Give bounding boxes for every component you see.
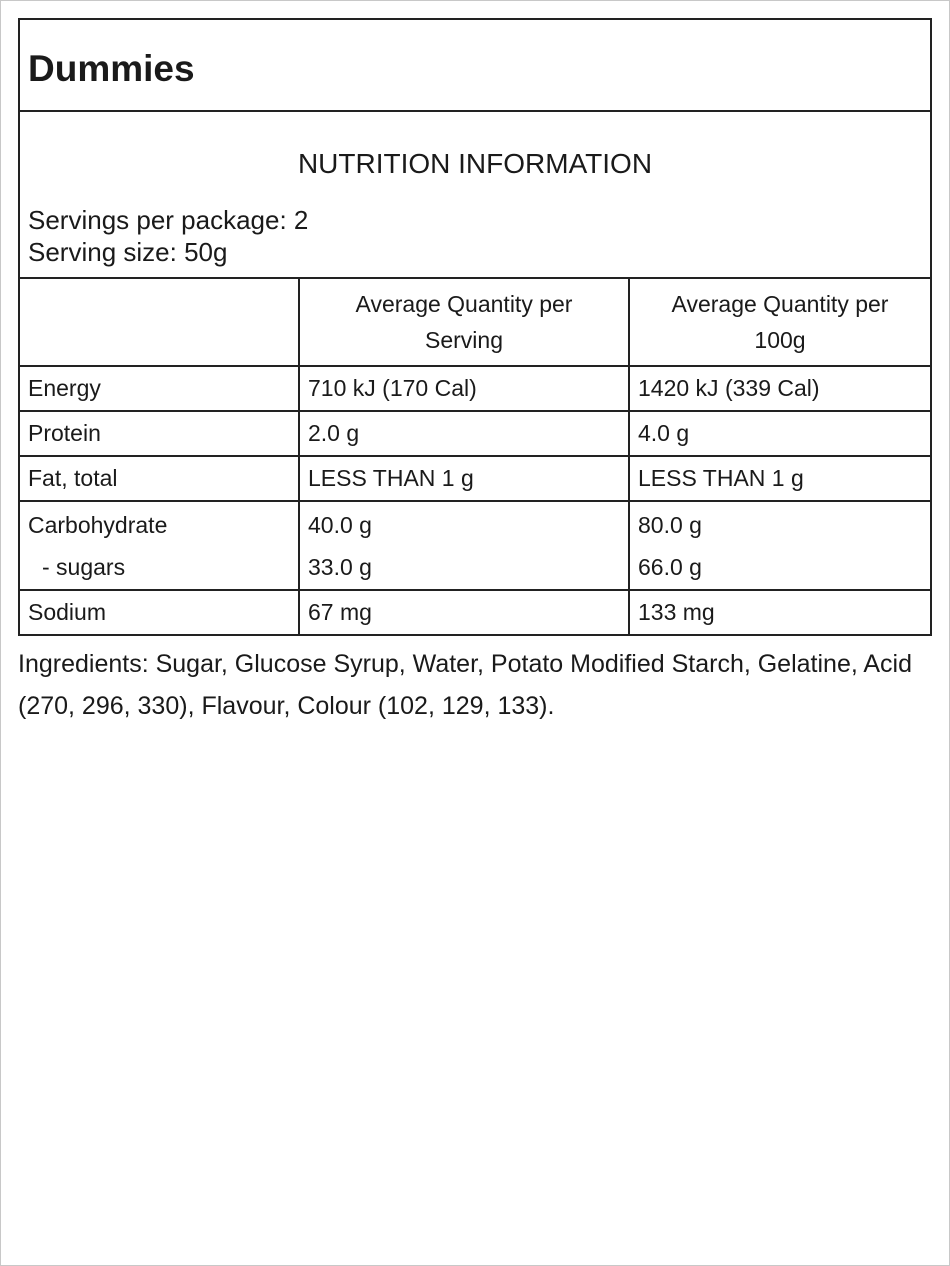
row-sugars-per-serving: 33.0 g: [308, 553, 372, 580]
row-protein-name: Protein: [20, 411, 299, 456]
row-sugars-name: - sugars: [42, 553, 126, 580]
servings-per-package: Servings per package: 2: [28, 205, 309, 235]
servings-info: [28, 204, 308, 268]
row-carbohydrate-name: Carbohydrate: [28, 511, 168, 538]
header-blank: [20, 279, 299, 366]
row-sodium-per-100g: 133 mg: [629, 590, 930, 635]
row-energy-per-100g: 1420 kJ (339 Cal): [629, 366, 930, 411]
nutrition-heading: NUTRITION INFORMATION: [297, 148, 653, 179]
ingredients-text: Ingredients: Sugar, Glucose Syrup, Water, Potato Modified Starch, Gelatine, Acid (270, 296, 330), Flavour, Colour (102, 129, 133).: [18, 650, 912, 720]
row-carbohydrate-per-serving: 40.0 g: [308, 511, 372, 538]
row-protein-per-100g: 4.0 g: [629, 411, 930, 456]
product-title: Dummies: [20, 20, 930, 112]
table-row: [20, 590, 930, 635]
table-header-row: [20, 279, 930, 366]
header-per-100g: Average Quantity per 100g: [629, 279, 930, 366]
table-row: [20, 411, 930, 456]
row-sodium-name: Sodium: [20, 590, 299, 635]
row-protein-per-serving: 2.0 g: [299, 411, 629, 456]
row-energy-name: Energy: [20, 366, 299, 411]
row-fat-name: Fat, total: [20, 456, 299, 501]
table-row: [20, 366, 930, 411]
row-sodium-per-serving: 67 mg: [299, 590, 629, 635]
row-carbohydrate-per-100g: 80.0 g: [638, 511, 702, 538]
nutrition-label: [18, 18, 932, 636]
table-row: [20, 501, 930, 590]
row-energy-per-serving: 710 kJ (170 Cal): [299, 366, 629, 411]
nutrition-table: [20, 279, 930, 636]
header-per-serving: Average Quantity per Serving: [299, 279, 629, 366]
table-row: [20, 456, 930, 501]
nutrition-info-header: [20, 112, 930, 279]
row-fat-per-serving: LESS THAN 1 g: [299, 456, 629, 501]
row-fat-per-100g: LESS THAN 1 g: [629, 456, 930, 501]
serving-size: Serving size: 50g: [28, 237, 228, 267]
row-sugars-per-100g: 66.0 g: [638, 553, 702, 580]
